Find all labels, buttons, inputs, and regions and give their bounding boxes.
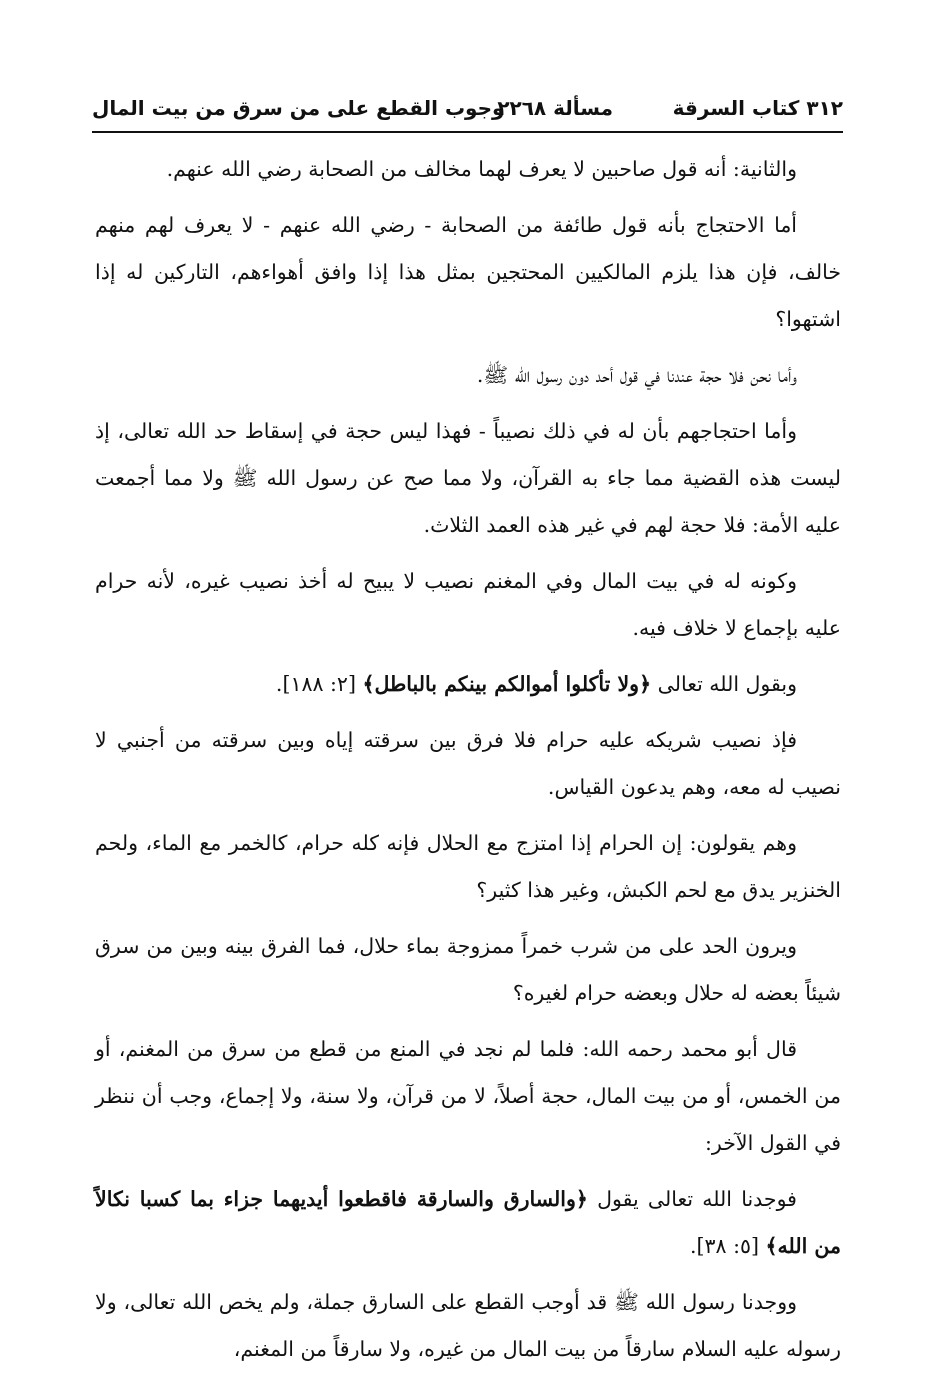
paragraph: والثانية: أنه قول صاحبين لا يعرف لهما مخالف من الصحابة رضي الله عنهم. [166, 157, 797, 181]
quran-verse: ﴿ولا تأكلوا أموالكم بينكم بالباطل﴾ [362, 672, 652, 696]
issue-number: مسألة ٢٢٦٨ [497, 96, 613, 120]
quran-citation-paragraph: وبقول الله تعالى ﴿ولا تأكلوا أموالكم بينكم بالباطل﴾ [٢: ١٨٨]. [275, 672, 797, 696]
header-rule [92, 131, 843, 133]
body-text [95, 146, 841, 1382]
paragraph: ويرون الحد على من شرب خمراً ممزوجة بماء حلال، فما الفرق بينه وبين من سرق شيئاً بعضه له حلال وبعضه حرام لغيره؟ [95, 934, 841, 1005]
page-number-and-book-title: ٣١٢ كتاب السرقة [672, 96, 843, 120]
paragraph: ووجدنا رسول الله ﷺ قد أوجب القطع على السارق جملة، ولم يخص الله تعالى، ولا رسوله عليه السلام سارقاً من بيت المال من غيره، ولا سارقاً من المغنم، [95, 1290, 841, 1361]
paragraph: فإذ نصيب شريكه عليه حرام فلا فرق بين سرقته إياه وبين سرقته من أجنبي لا نصيب له معه، وهم يدعون القياس. [95, 728, 841, 799]
running-header [92, 92, 843, 132]
paragraph: أما الاحتجاج بأنه قول طائفة من الصحابة - رضي الله عنهم - لا يعرف لهم منهم خالف، فإن هذا يلزم المالكيين المحتجين بمثل هذا إذا وافق أهواءهم، التاركين له إذا اشتهوا؟ [95, 213, 841, 331]
paragraph: وكونه له في بيت المال وفي المغنم نصيب لا يبيح له أخذ نصيب غيره، لأنه حرام عليه بإجماع لا خلاف فيه. [95, 569, 841, 640]
paragraph: وهم يقولون: إن الحرام إذا امتزج مع الحلال فإنه كله حرام، كالخمر مع الماء، ولحم الخنزير يدق مع لحم الكبش، وغير هذا كثير؟ [95, 831, 841, 902]
quran-verse: ﴿والسارق والسارقة فاقطعوا أيديهما جزاء بما كسبا نكالاً من الله﴾ [95, 1187, 841, 1258]
quran-citation-paragraph: فوجدنا الله تعالى يقول ﴿والسارق والسارقة فاقطعوا أيديهما جزاء بما كسبا نكالاً من الله﴾ [٥: ٣٨]. [95, 1187, 841, 1258]
paragraph: وأما نحن فلا حجة عندنا في قول أحد دون رسول الله ﷺ. [476, 363, 797, 387]
paragraph: قال أبو محمد رحمه الله: فلما لم نجد في المنع من قطع من سرق من المغنم، أو من الخمس، أو من بيت المال، حجة أصلاً، لا من قرآن، ولا سنة، ولا إجماع، وجب أن ننظر في القول الآخر: [95, 1037, 841, 1155]
chapter-title: وجوب القطع على من سرق من بيت المال [92, 96, 505, 120]
paragraph: وأما احتجاجهم بأن له في ذلك نصيباً - فهذا ليس حجة في إسقاط حد الله تعالى، إذ ليست هذه القضية مما جاء به القرآن، ولا مما صح عن رسول الله ﷺ ولا مما أجمعت عليه الأمة: فلا حجة لهم في غير هذه العمد الثلاث. [95, 419, 841, 537]
